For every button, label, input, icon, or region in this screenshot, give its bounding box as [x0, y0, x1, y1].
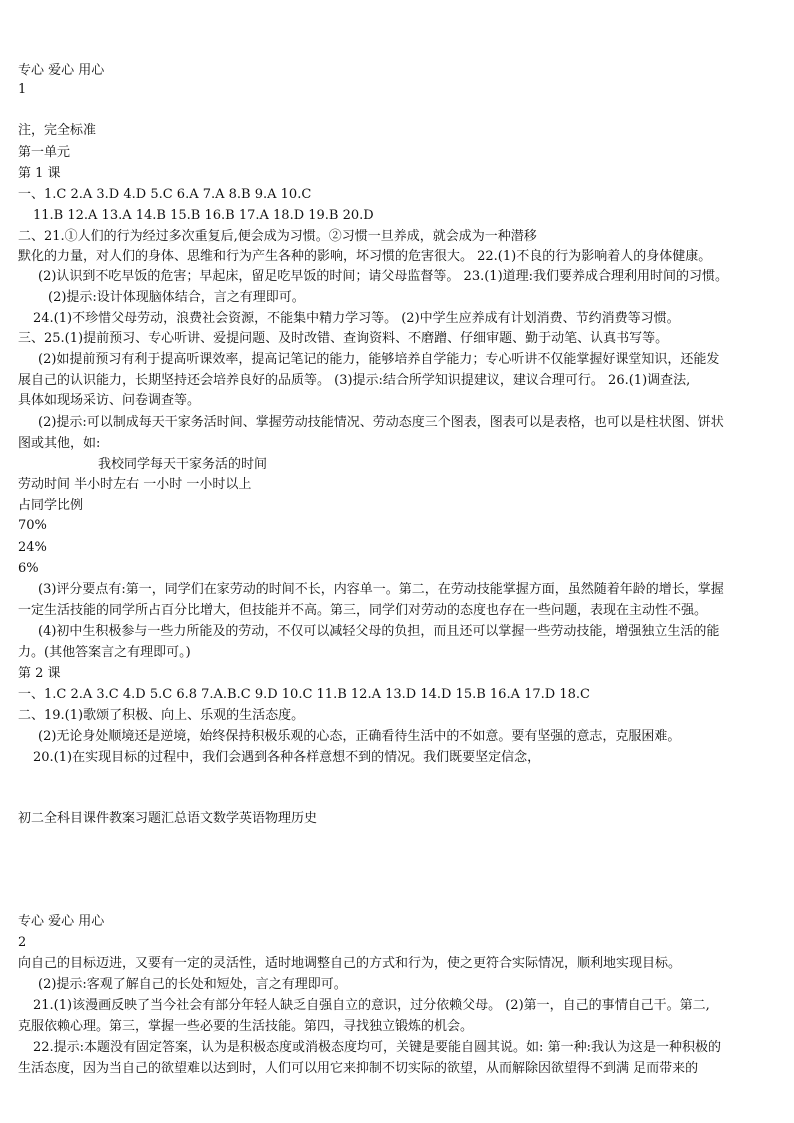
answer-line: (4)初中生积极参与一些力所能及的劳动，不仅可以减轻父母的负担，而且还可以掌握一些劳动技能，增强独立生活的能 — [38, 624, 720, 639]
table-row-label: 占同学比例 — [18, 498, 84, 513]
table-title: 我校同学每天干家务活的时间 — [98, 457, 268, 472]
answer-line: (2)认识到不吃早饭的危害；早起床，留足吃早饭的时间；请父母监督等。 23.(1)道理:我们要养成合理利用时间的习惯。 — [38, 269, 729, 284]
answer-line: (2)提示:设计体现脑体结合，言之有理即可。 — [48, 290, 305, 305]
answer-line: (2)无论身处顺境还是逆境，始终保持积极乐观的心态，正确看待生活中的不如意。要有坚强的意志，克服困难。 — [38, 729, 681, 744]
answer-line: 二、21.①人们的行为经过多次重复后,便会成为习惯。②习惯一旦养成，就会成为一种潜移 — [18, 229, 537, 244]
answer-line: 默化的力量，对人们的身体、思维和行为产生各种的影响，坏习惯的危害很大。 22.(1)不良的行为影响着人的身体健康。 — [18, 249, 712, 264]
answer-line: (2)提示:可以制成每天干家务活时间、掌握劳动技能情况、劳动态度三个图表，图表可以是表格，也可以是柱状图、饼状 — [38, 415, 724, 430]
answer-line: 生活态度，因为当自己的欲望难以达到时，人们可以用它来抑制不切实际的欲望，从而解除因欲望得不到满 足而带来的 — [18, 1061, 699, 1076]
header-motto: 专心 爱心 用心 — [18, 914, 105, 929]
answer-line: 21.(1)该漫画反映了当今社会有部分年轻人缺乏自强自立的意识，过分依赖父母。 (2)第一，自己的事情自己干。第二, — [33, 998, 710, 1013]
answer-line: 20.(1)在实现目标的过程中，我们会遇到各种各样意想不到的情况。我们既要坚定信念， — [33, 750, 541, 765]
answer-line: 展自己的认识能力，长期坚持还会培养良好的品质等。 (3)提示:结合所学知识提建议，建议合理可行。 26.(1)调查法, — [18, 373, 691, 388]
page-number: 1 — [18, 82, 27, 97]
answer-line: 具体如现场采访、问卷调查等。 — [18, 393, 201, 408]
answer-line: (3)评分要点有:第一，同学们在家劳动的时间不长，内容单一。第二，在劳动技能掌握方面，虽然随着年龄的增长，掌握 — [38, 582, 724, 597]
answer-line: (2)提示:客观了解自己的长处和短处，言之有理即可。 — [38, 977, 347, 992]
lesson-heading: 第 2 课 — [18, 666, 61, 681]
page-number: 2 — [18, 935, 27, 950]
answer-line: 图或其他，如: — [18, 436, 101, 451]
answer-line: 一、1.C 2.A 3.D 4.D 5.C 6.A 7.A 8.B 9.A 10.C — [18, 187, 312, 202]
answer-line: 一、1.C 2.A 3.C 4.D 5.C 6.8 7.A.B.C 9.D 10.C 11.B 12.A 13.D 14.D 15.B 16.A 17.D 18.C — [18, 687, 590, 702]
page-footer: 初二全科目课件教案习题汇总语文数学英语物理历史 — [18, 811, 318, 826]
text-line: 注，完全标准 — [18, 123, 97, 138]
header-motto: 专心 爱心 用心 — [18, 63, 105, 78]
answer-line: 向自己的目标迈进，又要有一定的灵活性，适时地调整自己的方式和行为，使之更符合实际情况，顺利地实现目标。 — [18, 956, 682, 971]
answer-line: 力。(其他答案言之有理即可。) — [18, 645, 191, 660]
table-value: 6% — [18, 561, 39, 576]
table-value: 70% — [18, 518, 47, 533]
answer-line: 三、25.(1)提前预习、专心听讲、爱提问题、及时改错、查询资料、不磨蹭、仔细审题、勤于动笔、认真书写等。 — [18, 331, 669, 346]
answer-line: (2)如提前预习有利于提高听课效率，提高记笔记的能力，能够培养自学能力；专心听讲不仅能掌握好课堂知识，还能发 — [38, 352, 720, 367]
table-value: 24% — [18, 540, 47, 555]
lesson-heading: 第 1 课 — [18, 166, 61, 181]
answer-line: 二、19.(1)歌颂了积极、向上、乐观的生活态度。 — [18, 708, 305, 723]
answer-line: 11.B 12.A 13.A 14.B 15.B 16.B 17.A 18.D 19.B 20.D — [33, 208, 374, 223]
answer-line: 一定生活技能的同学所占百分比增大，但技能并不高。第三，同学们对劳动的态度也存在一些问题，表现在主动性不强。 — [18, 603, 708, 618]
table-header: 劳动时间 半小时左右 一小时 一小时以上 — [18, 477, 252, 492]
answer-line: 24.(1)不珍惜父母劳动，浪费社会资源，不能集中精力学习等。 (2)中学生应养成有计划消费、节约消费等习惯。 — [33, 311, 680, 326]
unit-heading: 第一单元 — [18, 145, 71, 160]
answer-line: 克服依赖心理。第三，掌握一些必要的生活技能。第四，寻找独立锻炼的机会。 — [18, 1019, 474, 1034]
answer-line: 22.提示:本题没有固定答案，认为是积极态度或消极态度均可，关键是要能自圆其说。如: 第一种:我认为这是一种积极的 — [33, 1040, 721, 1055]
